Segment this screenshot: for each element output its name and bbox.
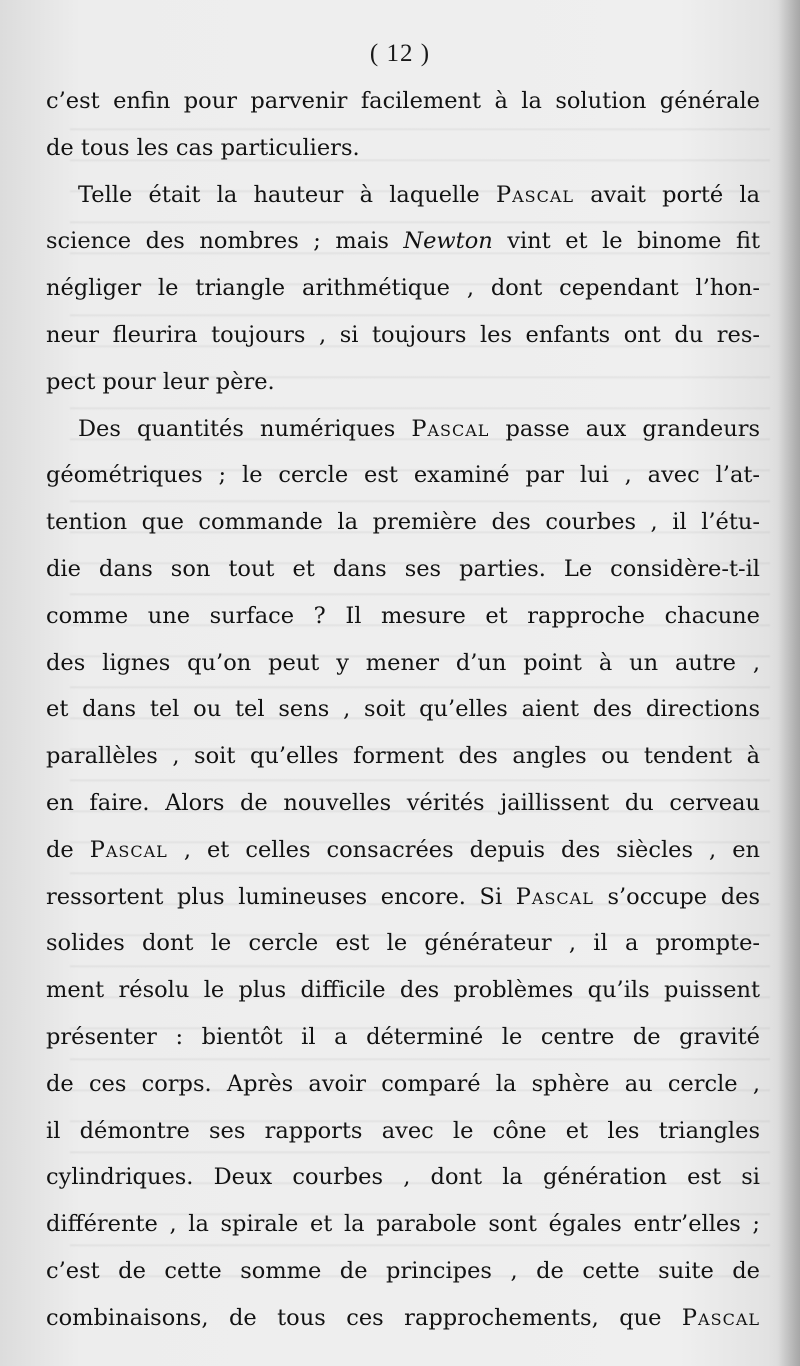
text-segment: cylindriques. Deux courbes , dont la génération est si [46,1164,760,1191]
text-segment: c’est enfin pour parvenir facilement à la solution générale [46,88,760,114]
text-segment: présenter : bientôt il a déterminé le centre de gravité [46,1023,760,1050]
text-segment: de tous les cas particuliers. [46,134,360,161]
text-line [46,499,760,546]
text-segment: Telle était la hauteur à laquelle [78,181,496,208]
text-line [46,1201,760,1248]
text-segment: passe aux grandeurs [489,415,761,442]
text-segment: il démontre ses rapports avec le cône et les triangles [46,1117,760,1144]
text-segment: parallèles , soit qu’elles forment des angles ou tendent à [46,743,760,770]
author-name: Pascal [89,836,168,863]
text-segment: des lignes qu’on peut y mener d’un point à un autre , [46,649,760,676]
text-segment: combinaisons, de tous ces rapprochements, que [46,1304,682,1331]
text-line [46,827,760,874]
text-line [46,593,760,640]
text-segment: de ces corps. Après avoir comparé la sphère au cercle , [46,1070,760,1097]
text-line [46,1014,760,1061]
text-line [46,406,760,453]
text-segment: pect pour leur père. [46,368,275,395]
author-name: Pascal [495,181,575,208]
text-segment: géométriques ; le cercle est examiné par lui , avec l’at- [46,462,760,489]
text-line [46,920,760,967]
text-segment: Des quantités numériques [78,415,412,442]
page-number: ( 12 ) [369,40,431,67]
text-segment: c’est de cette somme de principes , de cette suite de [46,1257,760,1284]
text-line [46,874,760,921]
text-segment: ressortent plus lumineuses encore. Si [46,883,516,910]
text-line [46,733,760,780]
emphasized-name: Newton [403,228,493,255]
text-line [46,967,760,1014]
text-segment: ment résolu le plus difficile des problèmes qu’ils puissent [46,977,760,1004]
author-name: Pascal [411,415,490,442]
text-line [46,686,760,733]
text-segment: différente , la spirale et la parabole sont égales entr’elles ; [46,1211,760,1238]
text-segment: , et celles consacrées depuis des siècles , en [167,836,760,863]
text-line [46,265,760,312]
text-line [46,452,760,499]
text-segment: s’occupe des [593,883,760,910]
text-line [46,780,760,827]
text-segment: neur fleurira toujours , si toujours les enfants ont du res- [46,321,760,348]
text-line [46,1108,760,1155]
author-name: Pascal [515,883,594,910]
text-segment: solides dont le cercle est le générateur , il a prompte- [46,930,760,957]
text-line [46,1154,760,1201]
text-line [46,546,760,593]
text-segment: de [46,836,90,863]
text-line [46,172,760,219]
text-line [46,1295,760,1342]
text-segment: négliger le triangle arithmétique , dont cependant l’hon- [46,275,760,302]
text-segment: vint et le binome fit [492,228,760,255]
text-segment: science des nombres ; mais [46,228,404,255]
text-segment: avait porté la [574,181,761,208]
author-name: Pascal [681,1304,760,1331]
text-line [46,125,760,172]
text-segment: en faire. Alors de nouvelles vérités jaillissent du cerveau [46,789,760,816]
text-segment: die dans son tout et dans ses parties. Le considère-t-il [46,555,760,582]
text-line [46,359,760,406]
text-line [46,78,760,125]
page-edge-shadow [778,0,800,1366]
text-line [46,1248,760,1295]
text-segment: tention que commande la première des courbes , il l’étu- [46,509,760,536]
body-text [46,78,760,1342]
text-line [46,218,760,265]
text-line [46,1061,760,1108]
text-segment: comme une surface ? Il mesure et rapproche chacune [46,602,760,629]
text-line [46,312,760,359]
text-segment: et dans tel ou tel sens , soit qu’elles aient des directions [46,696,760,723]
text-line [46,640,760,687]
